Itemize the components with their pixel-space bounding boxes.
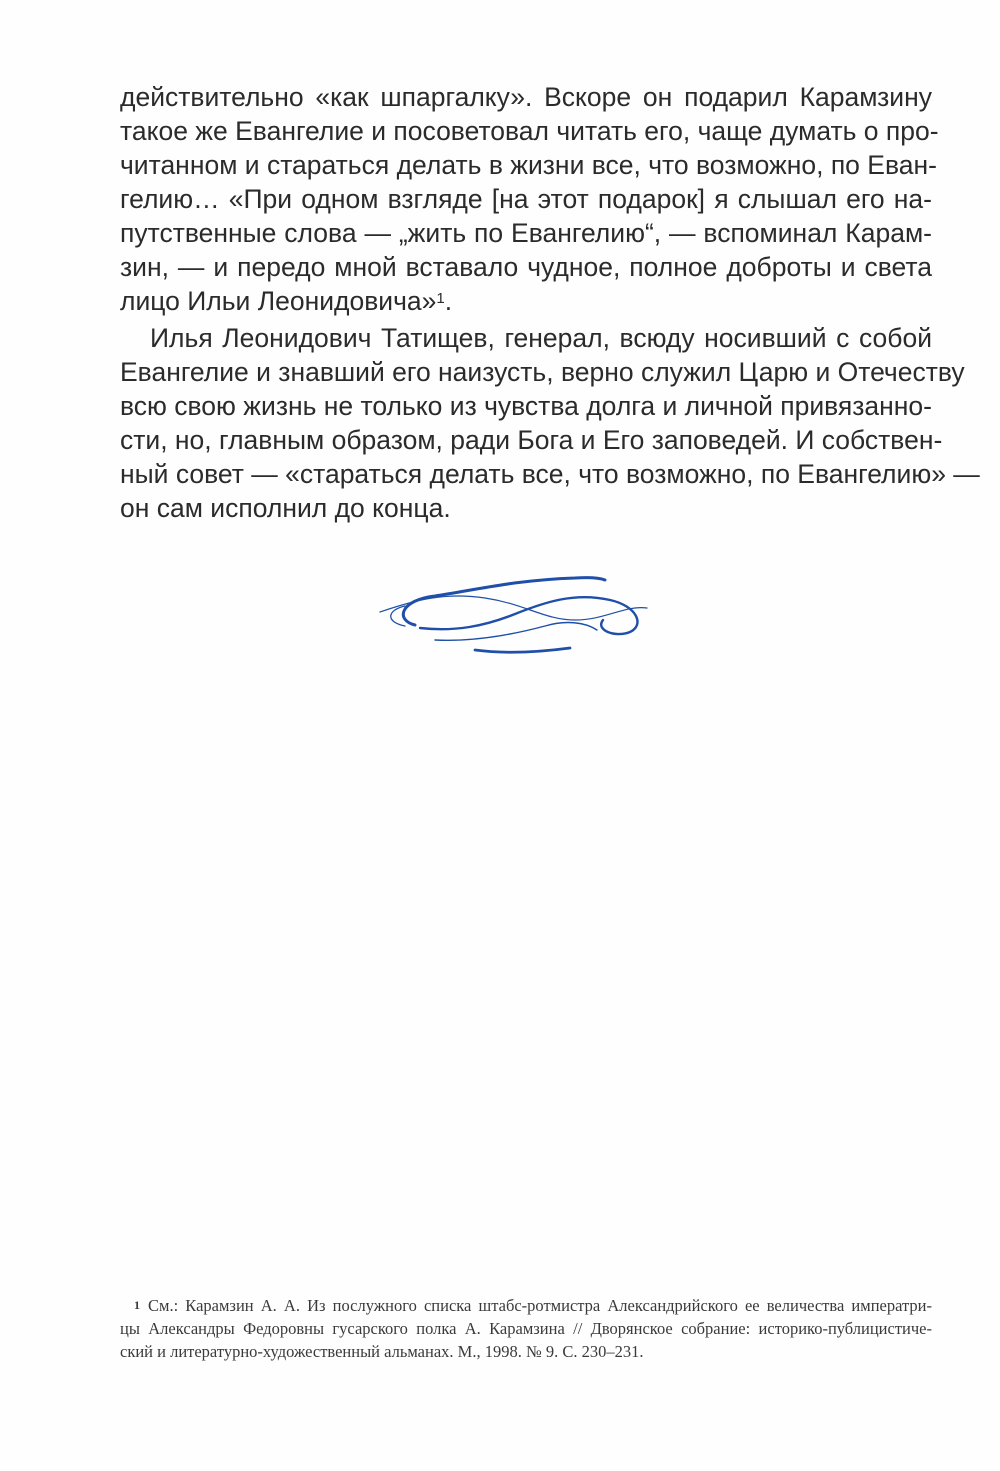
footnote-line: ский и литературно-художественный альманах. М., 1998. № 9. С. 230–231. xyxy=(120,1342,644,1361)
footnote-line xyxy=(120,1294,932,1317)
text-line: он сам исполнил до конца. xyxy=(120,493,451,523)
text-line: зин, — и передо мной вставало чудное, полное доброты и света xyxy=(120,252,932,282)
text-line: лицо Ильи Леонидовича»$^1$. xyxy=(120,286,453,316)
footnote xyxy=(120,1294,932,1363)
flourish-ornament-icon xyxy=(375,570,655,660)
text-line: читанном и стараться делать в жизни все, что возможно, по Еван- xyxy=(120,150,937,180)
text-line: действительно «как шпаргалку». Вскоре он подарил Карамзину xyxy=(120,82,932,112)
footnote-reference[interactable]: 1 xyxy=(436,290,445,307)
footnote-line: цы Александры Федоровны гусарского полка А. Карамзина // Дворянское собрание: историко-публицистиче- xyxy=(120,1319,932,1338)
text-line: всю свою жизнь не только из чувства долга и личной привязанно- xyxy=(120,391,932,421)
paragraph-1 xyxy=(120,80,939,318)
text-line: гелию… «При одном взгляде [на этот подарок] я слышал его на- xyxy=(120,184,932,214)
main-text xyxy=(120,80,980,525)
text-line-content: лицо Ильи Леонидовича» xyxy=(120,286,437,316)
text-line: такое же Евангелие и посоветовал читать его, чаще думать о про- xyxy=(120,116,939,146)
text-line: Илья Леонидович Татищев, генерал, всюду носивший с собой xyxy=(150,323,932,353)
text-line: ный совет — «стараться делать все, что возможно, по Евангелию» — xyxy=(120,459,980,489)
text-line: сти, но, главным образом, ради Бога и Его заповедей. И собствен- xyxy=(120,425,943,455)
footnote-line-content: См.: Карамзин А. А. Из послужного списка штабс-ротмистра Александрийского ее величества императри- xyxy=(148,1296,932,1315)
text-line: путственные слова — „жить по Евангелию“, — вспоминал Карам- xyxy=(120,218,932,248)
footnote-marker: 1 xyxy=(134,1298,140,1312)
text-line: Евангелие и знавший его наизусть, верно служил Царю и Отечеству xyxy=(120,357,965,387)
paragraph-2 xyxy=(120,321,980,525)
